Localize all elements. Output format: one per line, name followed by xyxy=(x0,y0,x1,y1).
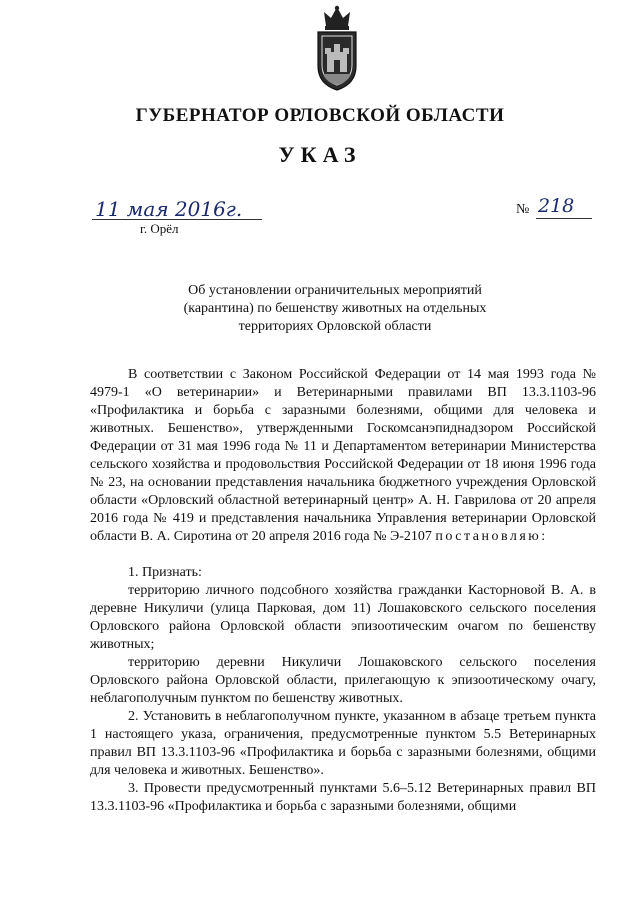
clause-1-item-a: территорию личного подсобного хозяйства гражданки Касторновой В. А. в деревне Никуличи (улица Парковая, дом 11) Лошаковского сельского поселения Орловского района Орловской области эпизоотическим очагом по бешенству животных; xyxy=(90,583,596,652)
decree-subject xyxy=(150,282,520,336)
decree-word: постановляю: xyxy=(435,529,548,544)
number-underline xyxy=(536,218,592,219)
preamble-text: В соответствии с Законом Российской Федерации от 14 мая 1993 года № 4979-1 «О ветеринарии» и Ветеринарными правилами ВП 13.3.1103-96 «Профилактика и борьба с заразными болезнями, общими для человека и животных. Бешенство», утвержденными Госкомсанэпиднадзором Российской Федерации от 31 мая 1996 года № 11 и Департаментом ветеринарии Министерства сельского хозяйства и продовольствия Российской Федерации от 18 июня 1996 года № 23, на основании представления начальника бюджетного учреждения Орловской области «Орловский областной ветеринарный центр» А. Н. Гаврилова от 20 апреля 2016 года № 419 и представления начальника Управления ветеринарии Орловской области В. А. Сиротина от 20 апреля 2016 года № Э-2107 xyxy=(90,367,596,544)
decree-body xyxy=(90,366,596,816)
issue-city: г. Орёл xyxy=(140,221,179,236)
clause-1-item-b: территорию деревни Никуличи Лошаковского сельского поселения Орловского района Орловской области, прилегающую к эпизоотическому очагу, неблагополучным пунктом по бешенству животных. xyxy=(90,655,596,706)
subject-line: Об установлении ограничительных мероприятий xyxy=(188,283,482,298)
preamble-paragraph xyxy=(90,366,596,546)
subject-line: территориях Орловской области xyxy=(238,319,432,334)
handwritten-date: 11 мая 2016г. xyxy=(95,197,243,221)
clause-3: 3. Провести предусмотренный пунктами 5.6–5.12 Ветеринарных правил ВП 13.3.1103-96 «Профилактика и борьба с заразными болезнями, общими xyxy=(90,781,596,814)
handwritten-number: 218 xyxy=(538,195,575,217)
number-label: № xyxy=(516,202,530,217)
subject-line: (карантина) по бешенству животных на отдельных xyxy=(183,301,487,316)
coat-of-arms-icon xyxy=(312,4,362,92)
date-underline xyxy=(92,219,262,220)
issuer-title: ГУБЕРНАТОР ОРЛОВСКОЙ ОБЛАСТИ xyxy=(135,105,505,126)
clause-2: 2. Установить в неблагополучном пункте, указанном в абзаце третьем пункта 1 настоящего указа, ограничения, предусмотренные пунктом 5.5 Ветеринарных правил ВП 13.3.1103-96 «Профилактика и борьба с заразными болезнями, общими для человека и животных. Бешенство». xyxy=(90,709,596,778)
clause-1: 1. Признать: xyxy=(128,565,202,580)
document-type: УКАЗ xyxy=(278,142,362,167)
